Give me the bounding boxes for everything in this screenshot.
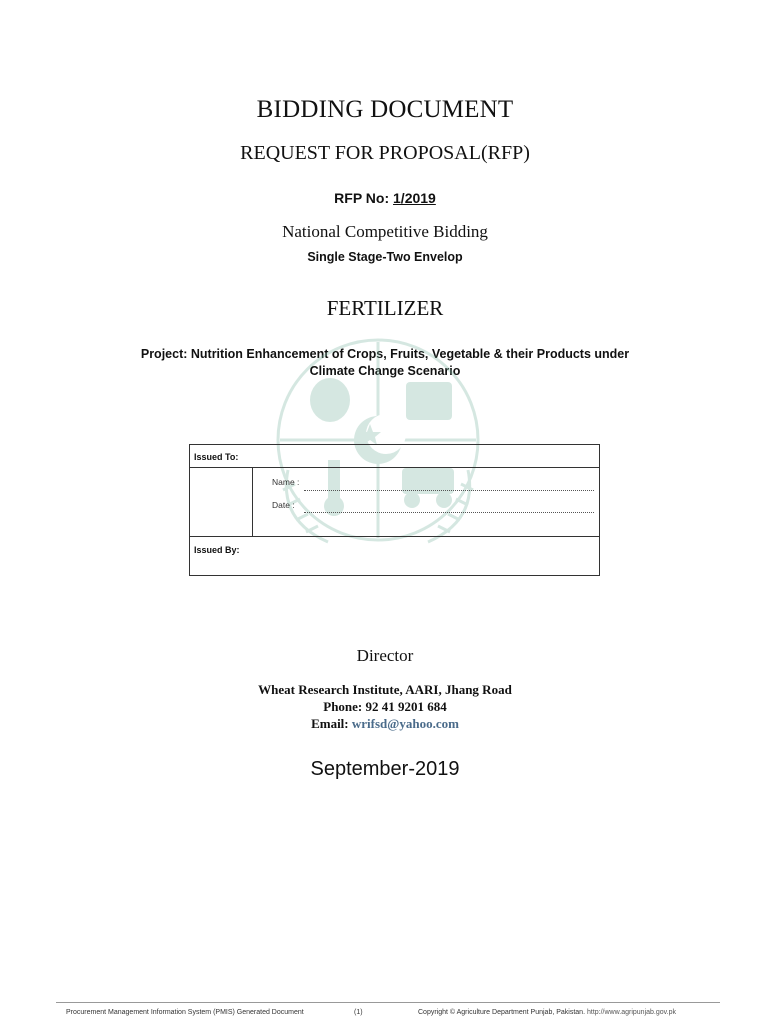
name-field[interactable] xyxy=(304,490,594,491)
contact-role: Director xyxy=(356,646,414,665)
name-label: Name : xyxy=(272,477,300,487)
issue-details-table xyxy=(189,444,600,576)
bidding-type: National Competitive Bidding xyxy=(282,222,488,241)
footer-url-link[interactable]: http://www.agripunjab.gov.pk xyxy=(586,1009,676,1016)
rfp-number xyxy=(0,190,770,206)
bidding-stage: Single Stage-Two Envelop xyxy=(307,250,463,264)
project-line-2: Climate Change Scenario xyxy=(309,364,461,378)
date-field[interactable] xyxy=(304,512,594,513)
date-label: Date : xyxy=(272,500,295,510)
project-line-1: Project: Nutrition Enhancement of Crops, Fruits, Vegetable & their Products under xyxy=(140,347,630,361)
footer-copyright xyxy=(418,1009,676,1016)
institute-name: Wheat Research Institute, AARI, Jhang Road xyxy=(258,682,512,697)
document-title: BIDDING DOCUMENT xyxy=(256,96,514,123)
footer-system-note: Procurement Management Information System (PMIS) Generated Document xyxy=(66,1009,304,1016)
rfp-label: RFP No: xyxy=(334,190,394,206)
email-label: Email: xyxy=(311,716,352,731)
email-link[interactable]: wrifsd@yahoo.com xyxy=(351,716,459,731)
phone-number: Phone: 92 41 9201 684 xyxy=(323,699,447,714)
issued-to-label: Issued To: xyxy=(194,452,239,462)
document-date: September-2019 xyxy=(310,758,460,780)
email-line xyxy=(0,715,770,732)
issued-by-row xyxy=(190,537,599,575)
procurement-item: FERTILIZER xyxy=(326,296,444,320)
rfp-number-value: 1/2019 xyxy=(393,190,436,206)
footer-page-number: (1) xyxy=(354,1009,363,1016)
issued-to-row xyxy=(190,445,599,468)
footer-divider xyxy=(56,1002,720,1003)
recipient-details xyxy=(190,468,599,537)
contact-block xyxy=(0,681,770,732)
document-subtitle: REQUEST FOR PROPOSAL(RFP) xyxy=(240,142,530,164)
column-divider xyxy=(252,468,253,536)
copyright-text: Copyright © Agriculture Department Punjab, Pakistan. xyxy=(418,1009,586,1016)
issued-by-label: Issued By: xyxy=(194,545,240,555)
